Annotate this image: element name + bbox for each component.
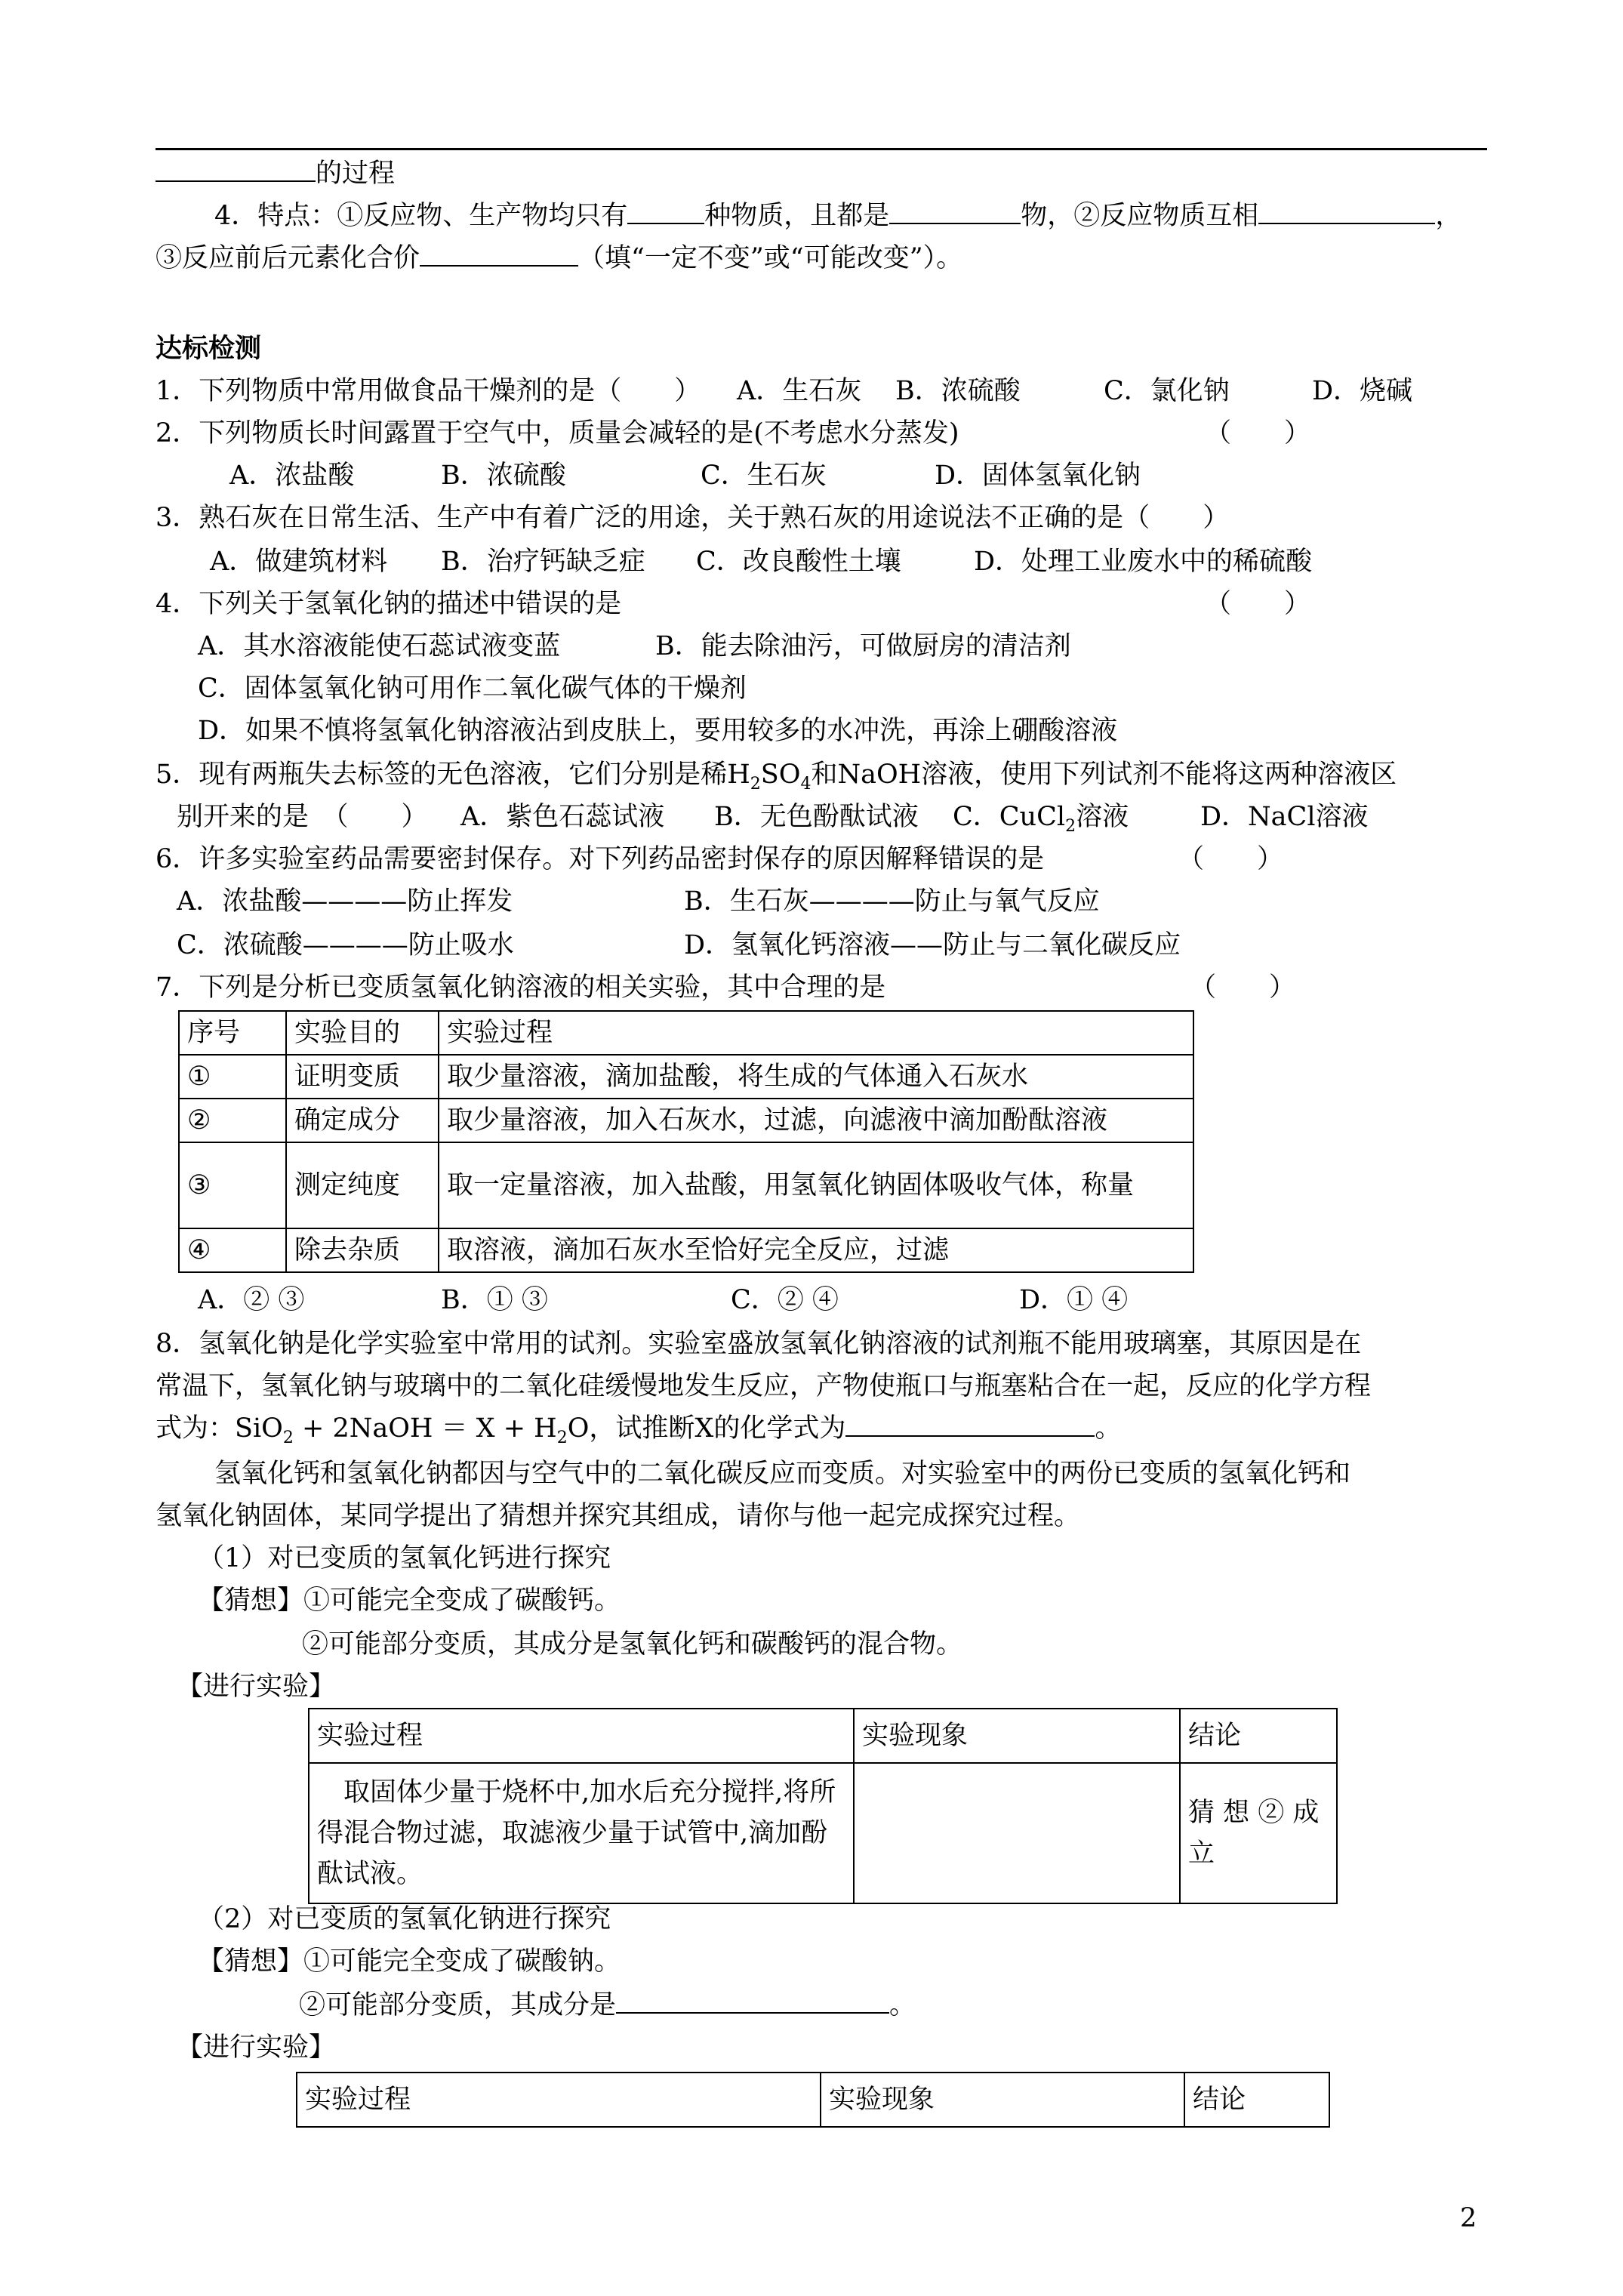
table-cell: 证明变质 — [286, 1055, 439, 1099]
table-cell: ③ — [179, 1142, 286, 1228]
q7-table — [178, 1010, 1194, 1273]
table-header-row — [297, 2073, 1329, 2127]
answer-blank[interactable] — [845, 1413, 1095, 1437]
table-cell: 测定纯度 — [286, 1142, 439, 1228]
table-header-cell: 实验目的 — [286, 1011, 439, 1055]
question-3: 3．熟石灰在日常生活、生产中有着广泛的用途，关于熟石灰的用途说法不正确的是（ ） — [156, 503, 1230, 533]
question-4: 4．下列关于氢氧化钠的描述中错误的是 — [156, 589, 622, 619]
q2-option-a[interactable]: A．浓盐酸 — [229, 461, 355, 491]
table-cell: ④ — [179, 1228, 286, 1272]
table-header-row — [309, 1709, 1337, 1763]
table-row — [179, 1142, 1193, 1228]
answer-blank[interactable] — [627, 200, 704, 224]
q1-option-b[interactable]: B．浓硫酸 — [895, 376, 1021, 406]
q6-option-d[interactable]: D．氢氧化钙溶液——防止与二氧化碳反应 — [684, 930, 1181, 960]
top-rule — [156, 148, 1487, 150]
question-1: 1．下列物质中常用做食品干燥剂的是（ ） — [156, 376, 701, 406]
part-1-table — [308, 1708, 1338, 1904]
table-cell: ① — [179, 1055, 286, 1099]
q2-answer-paren[interactable]: （ ） — [1205, 418, 1311, 448]
part-1-experiment-label: 【进行实验】 — [177, 1672, 336, 1702]
table-cell: 取一定量溶液，加入盐酸，用氢氧化钠固体吸收气体，称量 — [439, 1142, 1193, 1228]
q5-option-a[interactable]: A．紫色石蕊试液 — [460, 802, 665, 832]
q7-option-a[interactable]: A．② ③ — [198, 1285, 305, 1315]
q1-option-d[interactable]: D．烧碱 — [1312, 376, 1413, 406]
table-row — [179, 1055, 1193, 1099]
q4-option-a[interactable]: A．其水溶液能使石蕊试液变蓝 — [198, 631, 561, 661]
answer-blank[interactable] — [1258, 200, 1435, 224]
q5-option-d[interactable]: D．NaCl溶液 — [1200, 802, 1369, 832]
question-2: 2．下列物质长时间露置于空气中，质量会减轻的是(不考虑水分蒸发) — [156, 418, 959, 448]
part-2-table — [296, 2072, 1330, 2128]
table-header-cell: 结论 — [1180, 1709, 1337, 1763]
table-header-cell: 实验过程 — [297, 2073, 821, 2127]
table-header-cell: 实验过程 — [439, 1011, 1193, 1055]
q3-option-d[interactable]: D．处理工业废水中的稀硫酸 — [974, 547, 1313, 577]
inquiry-intro-1: 氢氧化钙和氢氧化钠都因与空气中的二氧化碳反应而变质。对实验室中的两份已变质的氢氧化钙和 — [214, 1459, 1351, 1489]
table-cell: 确定成分 — [286, 1099, 439, 1142]
question-7: 7．下列是分析已变质氢氧化钠溶液的相关实验，其中合理的是 — [156, 972, 886, 1003]
q6-option-a[interactable]: A．浓盐酸————防止挥发 — [177, 886, 513, 917]
q1-option-a[interactable]: A．生石灰 — [737, 376, 862, 406]
part-2-guess-2: ②可能部分变质，其成分是 。 — [299, 1990, 916, 2020]
question-6: 6．许多实验室药品需要密封保存。对下列药品密封保存的原因解释错误的是 — [156, 844, 1045, 874]
experiment-conclusion-cell: 猜 想 ② 成立 — [1180, 1763, 1337, 1903]
part-2-title: （2）对已变质的氢氧化钠进行探究 — [198, 1904, 611, 1934]
q5-option-c[interactable]: C．CuCl$_2$溶液 — [953, 802, 1129, 836]
q5-option-b[interactable]: B．无色酚酞试液 — [714, 802, 919, 832]
page-number: 2 — [1460, 2203, 1477, 2233]
table-cell: 取少量溶液，加入石灰水，过滤，向滤液中滴加酚酞溶液 — [439, 1099, 1193, 1142]
answer-blank[interactable] — [889, 200, 1021, 224]
table-header-cell: 实验现象 — [854, 1709, 1180, 1763]
q3-option-c[interactable]: C．改良酸性土壤 — [696, 547, 901, 577]
q4-option-c[interactable]: C．固体氢氧化钠可用作二氧化碳气体的干燥剂 — [198, 673, 747, 704]
q4-answer-paren[interactable]: （ ） — [1205, 589, 1311, 619]
q7-answer-paren[interactable]: （ ） — [1190, 972, 1296, 1003]
q7-option-b[interactable]: B．① ③ — [441, 1285, 548, 1315]
q7-option-d[interactable]: D．① ④ — [1019, 1285, 1129, 1315]
q7-option-c[interactable]: C．② ④ — [731, 1285, 839, 1315]
section-heading: 达标检测 — [156, 333, 262, 364]
fill-line-1: 的过程 — [156, 157, 395, 190]
table-header-row — [179, 1011, 1193, 1055]
q1-option-c[interactable]: C．氯化钠 — [1104, 376, 1230, 406]
table-cell: 取少量溶液，滴加盐酸，将生成的气体通入石灰水 — [439, 1055, 1193, 1099]
table-row — [179, 1099, 1193, 1142]
experiment-process-cell: 取固体少量于烧杯中,加水后充分搅拌,将所得混合物过滤，取滤液少量于试管中,滴加酚酞试液。 — [309, 1763, 854, 1903]
inquiry-intro-2: 氢氧化钠固体，某同学提出了猜想并探究其组成，请你与他一起完成探究过程。 — [156, 1501, 1081, 1531]
table-header-cell: 结论 — [1184, 2073, 1329, 2127]
part-2-experiment-label: 【进行实验】 — [177, 2032, 336, 2063]
answer-blank[interactable] — [156, 158, 316, 182]
table-cell: 取溶液，滴加石灰水至恰好完全反应，过滤 — [439, 1228, 1193, 1272]
part-1-guess-1: 【猜想】①可能完全变成了碳酸钙。 — [198, 1586, 621, 1616]
q6-answer-paren[interactable]: （ ） — [1178, 844, 1284, 874]
q2-option-d[interactable]: D．固体氢氧化钠 — [935, 461, 1141, 491]
q6-option-c[interactable]: C．浓硫酸————防止吸水 — [177, 930, 514, 960]
question-5-cont: 别开来的是 （ ） — [177, 802, 428, 832]
table-cell: ② — [179, 1099, 286, 1142]
question-5: 5．现有两瓶失去标签的无色溶液，它们分别是稀$H_2SO_4$和NaOH溶液，使用下列试剂不能将这两种溶液区 — [156, 760, 1397, 794]
table-row — [309, 1763, 1337, 1903]
part-2-guess-1: 【猜想】①可能完全变成了碳酸钠。 — [198, 1946, 621, 1977]
q3-option-b[interactable]: B．治疗钙缺乏症 — [441, 547, 645, 577]
question-8-line-3: 式为：SiO$_2$ + 2NaOH ＝ $X + H_2O$，试推断X的化学式为 。 — [156, 1413, 1122, 1447]
q4-option-b[interactable]: B．能去除油污，可做厨房的清洁剂 — [655, 631, 1071, 661]
table-header-cell: 实验过程 — [309, 1709, 854, 1763]
q6-option-b[interactable]: B．生石灰————防止与氧气反应 — [684, 886, 1100, 917]
q3-option-a[interactable]: A．做建筑材料 — [210, 547, 388, 577]
table-cell: 除去杂质 — [286, 1228, 439, 1272]
experiment-phenomenon-cell[interactable] — [854, 1763, 1180, 1903]
question-8-line-2: 常温下，氢氧化钠与玻璃中的二氧化硅缓慢地发生反应，产物使瓶口与瓶塞粘合在一起，反应的化学方程 — [156, 1371, 1372, 1401]
table-row — [179, 1228, 1193, 1272]
answer-blank[interactable] — [616, 1989, 889, 2014]
feature-line-2: ③反应前后元素化合价 （填“一定不变”或“可能改变”）。 — [156, 243, 963, 273]
q2-option-b[interactable]: B．浓硫酸 — [441, 461, 566, 491]
question-8-line-1: 8．氢氧化钠是化学实验室中常用的试剂。实验室盛放氢氧化钠溶液的试剂瓶不能用玻璃塞，其原因是在 — [156, 1329, 1362, 1359]
part-1-guess-2: ②可能部分变质，其成分是氢氧化钙和碳酸钙的混合物。 — [302, 1629, 963, 1660]
part-1-title: （1）对已变质的氢氧化钙进行探究 — [198, 1543, 611, 1573]
table-header-cell: 序号 — [179, 1011, 286, 1055]
feature-line-1: 4．特点：①反应物、生产物均只有 种物质，且都是 物，②反应物质互相 ， — [214, 201, 1462, 231]
q2-option-c[interactable]: C．生石灰 — [701, 461, 827, 491]
answer-blank[interactable] — [420, 242, 578, 267]
table-header-cell: 实验现象 — [821, 2073, 1184, 2127]
q4-option-d[interactable]: D．如果不慎将氢氧化钠溶液沾到皮肤上，要用较多的水冲洗，再涂上硼酸溶液 — [198, 716, 1118, 746]
